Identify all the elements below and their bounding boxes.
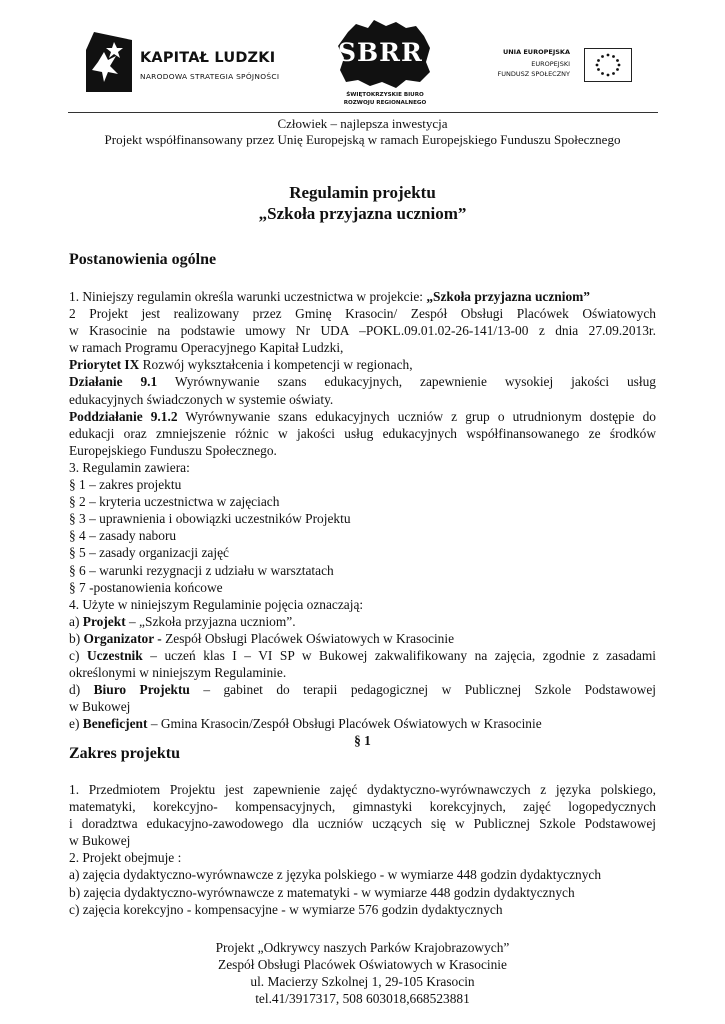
list-item: c) zajęcia korekcyjno - kompensacyjne - w wymiarze 576 godzin dydaktycznych: [69, 901, 503, 917]
list-item: a) zajęcia dydaktyczno-wyrównawcze z języka polskiego - w wymiarze 448 godzin dydaktycznych: [69, 867, 602, 883]
def-c-term: Uczestnik: [86, 647, 143, 663]
footer-project: Projekt „Odkrywcy naszych Parków Krajobrazowych”: [215, 940, 510, 955]
paragraph-2-line-3: w ramach Programu Operacyjnego Kapitał Ludzki,: [69, 340, 344, 356]
poddzialanie-line-1: [69, 408, 656, 425]
paragraph-2-line-2: w Krasocinie na podstawie umowy Nr UDA –POKL.09.01.02-26-141/13-00 z dnia 27.09.2013r.: [69, 323, 656, 339]
title-line-1: Regulamin projektu: [289, 183, 436, 202]
poddzialanie-label: Poddziałanie 9.1.2: [69, 408, 178, 424]
definition-c-line-1: [69, 647, 656, 664]
definition-d-line-2: w Bukowej: [69, 699, 131, 715]
list-item: § 7 -postanowienia końcowe: [69, 579, 223, 595]
list-item: § 6 – warunki rezygnacji z udziału w warsztatach: [69, 562, 334, 578]
list-item: § 2 – kryteria uczestnictwa w zajęciach: [69, 494, 280, 510]
p1-project-name: „Szkoła przyjazna uczniom”: [426, 289, 590, 304]
def-a-prefix: a): [69, 613, 83, 629]
section-heading-scope: Zakres projektu: [69, 745, 180, 762]
paragraph-2-line-1: 2 Projekt jest realizowany przez Gminę Krasocin/ Zespół Obsługi Placówek Oświatowych: [69, 306, 656, 322]
motto-line-1: Człowiek – najlepsza inwestycja: [277, 116, 448, 131]
kapital-ludzki-title: KAPITAŁ LUDZKI: [140, 50, 276, 66]
p1-text: 1. Niniejszy regulamin określa warunki uczestnictwa w projekcie:: [69, 289, 427, 304]
priorytet-line: [69, 356, 656, 373]
def-a-text: – „Szkoła przyjazna uczniom”.: [125, 613, 296, 629]
def-c-text: – uczeń klas I – VI SP w Bukowej zakwalifikowany na zajęcia, zgodnie z zasadami: [142, 647, 656, 663]
dzialanie-label: Działanie 9.1: [69, 374, 158, 390]
paragraph-3: 3. Regulamin zawiera:: [69, 459, 190, 475]
eu-flag-icon: [584, 48, 632, 82]
def-a-term: Projekt: [82, 613, 126, 629]
footer-organization: Zespół Obsługi Placówek Oświatowych w Krasocinie: [218, 957, 507, 972]
document-title: [0, 182, 725, 224]
list-item: § 1 – zakres projektu: [69, 477, 182, 493]
def-e-prefix: e): [69, 716, 83, 732]
list-item: b) zajęcia dydaktyczno-wyrównawcze z matematyki - w wymiarze 448 godzin dydaktycznych: [69, 884, 575, 900]
page-footer: [0, 939, 725, 1007]
eu-title: UNIA EUROPEJSKA: [502, 48, 570, 56]
paragraph-mark-1: § 1: [354, 733, 371, 749]
scope-p1-line-3: i doradztwa edukacyjno-zawodowego dla uczniów uczących się w Publicznej Szkole Podstawowej: [69, 816, 656, 832]
list-item: § 4 – zasady naboru: [69, 528, 177, 544]
dzialanie-text: Wyrównywanie szans edukacyjnych, zapewnienie wysokiej jakości usług: [157, 374, 656, 390]
scope-p1-line-2: matematyki, korekcyjno- kompensacyjnych, gimnastyki korekcyjnych, zajęć logopedycznych: [69, 799, 656, 815]
footer-address: ul. Macierzy Szkolnej 1, 29-105 Krasocin: [250, 974, 475, 989]
poddzialanie-line-3: Europejskiego Funduszu Społecznego.: [69, 442, 277, 458]
list-item: § 5 – zasady organizacji zajęć: [69, 545, 229, 561]
def-d-term: Biuro Projektu: [93, 682, 190, 698]
paragraph-4: 4. Użyte w niniejszym Regulaminie pojęcia oznaczają:: [69, 596, 364, 612]
def-b-text: Zespół Obsługi Placówek Oświatowych w Krasocinie: [161, 630, 455, 646]
section-heading-general: Postanowienia ogólne: [69, 251, 217, 268]
title-line-2: „Szkoła przyjazna uczniom”: [258, 204, 467, 223]
definition-b: [69, 630, 656, 647]
def-e-term: Beneficjent: [82, 716, 148, 732]
def-d-prefix: d): [69, 682, 94, 698]
definition-a: [69, 613, 656, 630]
list-item: § 3 – uprawnienia i obowiązki uczestników Projektu: [69, 511, 351, 527]
motto: [0, 116, 725, 148]
sbrr-title: SBRR: [338, 38, 423, 67]
section-general-body: [69, 288, 656, 750]
eu-logo: [482, 48, 632, 88]
scope-p2: 2. Projekt obejmuje :: [69, 850, 182, 866]
kapital-ludzki-subtitle: NARODOWA STRATEGIA SPÓJNOŚCI: [140, 72, 280, 81]
def-e-text: – Gmina Krasocin/Zespół Obsługi Placówek Oświatowych w Krasocinie: [147, 716, 542, 732]
dzialanie-line-2: edukacyjnych świadczonych w systemie oświaty.: [69, 391, 334, 407]
eu-fund-line1: EUROPEJSKI: [531, 60, 570, 68]
kapital-ludzki-emblem-icon: [84, 30, 134, 94]
header-divider: [68, 112, 658, 113]
scope-p1-line-1: 1. Przedmiotem Projektu jest zapewnienie zajęć dydaktyczno-wyrównawczych z języka polskiego,: [69, 782, 656, 797]
sbrr-logo: [330, 18, 440, 106]
def-b-term: Organizator -: [83, 630, 162, 646]
dzialanie-line-1: [69, 373, 656, 390]
footer-phone: tel.41/3917317, 508 603018,668523881: [255, 991, 470, 1006]
eu-fund-line2: FUNDUSZ SPOŁECZNY: [497, 70, 570, 78]
paragraph-1: [69, 288, 656, 305]
scope-p1-line-4: w Bukowej: [69, 833, 131, 849]
def-d-text: – gabinet do terapii pedagogicznej w Publicznej Szkole Podstawowej: [189, 682, 656, 698]
section-scope-body: [69, 781, 656, 918]
definition-d-line-1: [69, 681, 656, 698]
sbrr-subtitle-2: ROZWOJU REGIONALNEGO: [343, 100, 427, 106]
definition-e: [69, 715, 656, 732]
motto-line-2: Projekt współfinansowany przez Unię Europejską w ramach Europejskiego Funduszu Społecznego: [104, 132, 621, 147]
header-logos: [0, 0, 725, 120]
poddzialanie-line-2: edukacji oraz zmniejszenie różnic w jakości usług edukacyjnych współfinansowanego ze środków: [69, 425, 656, 441]
def-c-prefix: c): [69, 647, 87, 663]
definition-c-line-2: określonymi w niniejszym Regulaminie.: [69, 665, 287, 681]
def-b-prefix: b): [69, 630, 84, 646]
sbrr-subtitle-1: ŚWIĘTOKRZYSKIE BIURO: [346, 92, 424, 98]
poddzialanie-text: Wyrównywanie szans edukacyjnych uczniów z grup o utrudnionym dostępie do: [177, 408, 656, 424]
priorytet-text: Rozwój wykształcenia i kompetencji w regionach,: [139, 357, 413, 373]
kapital-ludzki-logo: [84, 30, 284, 94]
priorytet-label: Priorytet IX: [69, 357, 140, 373]
